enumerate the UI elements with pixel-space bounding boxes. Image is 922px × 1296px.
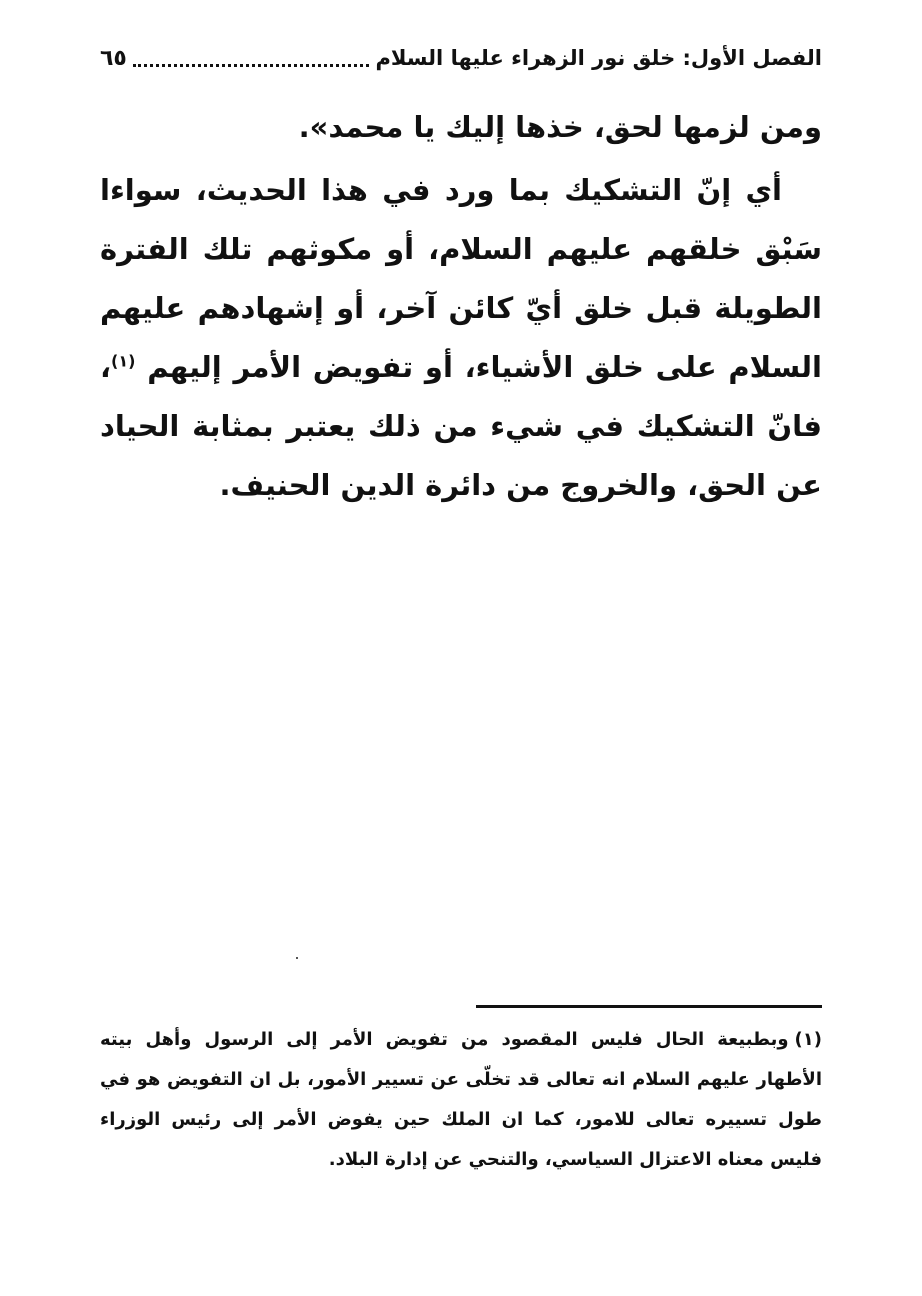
paragraph: ومن لزمها لحق، خذها إليك يا محمد». [298, 110, 822, 144]
paragraph-text: ، فانّ التشكيك في شيء من ذلك يعتبر بمثابة الحياد عن الحق، والخروج من دائرة الدين الحنيف. [100, 350, 822, 502]
footnote-divider [476, 1005, 822, 1008]
paragraph [100, 161, 822, 515]
footnote-paragraph [100, 1020, 822, 1180]
page-number: ٦٥ [100, 45, 127, 71]
running-header [100, 38, 822, 78]
footnote [100, 1020, 822, 1180]
paragraph-text: أي إنّ التشكيك بما ورد في هذا الحديث، سواءا سَبْق خلقهم عليهم السلام، أو مكوثهم تلك الفترة الطويلة قبل خلق أيّ كائن آخر، أو إشهادهم عليهم السلام على خلق الأشياء، أو تفويض الأمر إليهم [100, 173, 822, 384]
leader-dots [133, 50, 370, 67]
footnote-text: وبطبيعة الحال فليس المقصود من تفويض الأمر إلى الرسول وأهل بيته الأطهار عليهم السلام انه تعالى قد تخلّى عن تسيير الأمور، بل ان التفويض هو في طول تسييره تعالى للامور، كما ان الملك حين يفوض الأمر إلى رئيس الوزراء فليس معناه الاعتزال السياسي، والتنحي عن إدارة البلاد. [100, 1029, 822, 1170]
footnote-reference: (١) [111, 351, 136, 371]
footnote-marker: (١) [794, 1029, 822, 1050]
chapter-title: الفصل الأول: خلق نور الزهراء عليها السلام [375, 46, 822, 70]
main-text [100, 98, 822, 515]
print-speck [296, 957, 298, 959]
